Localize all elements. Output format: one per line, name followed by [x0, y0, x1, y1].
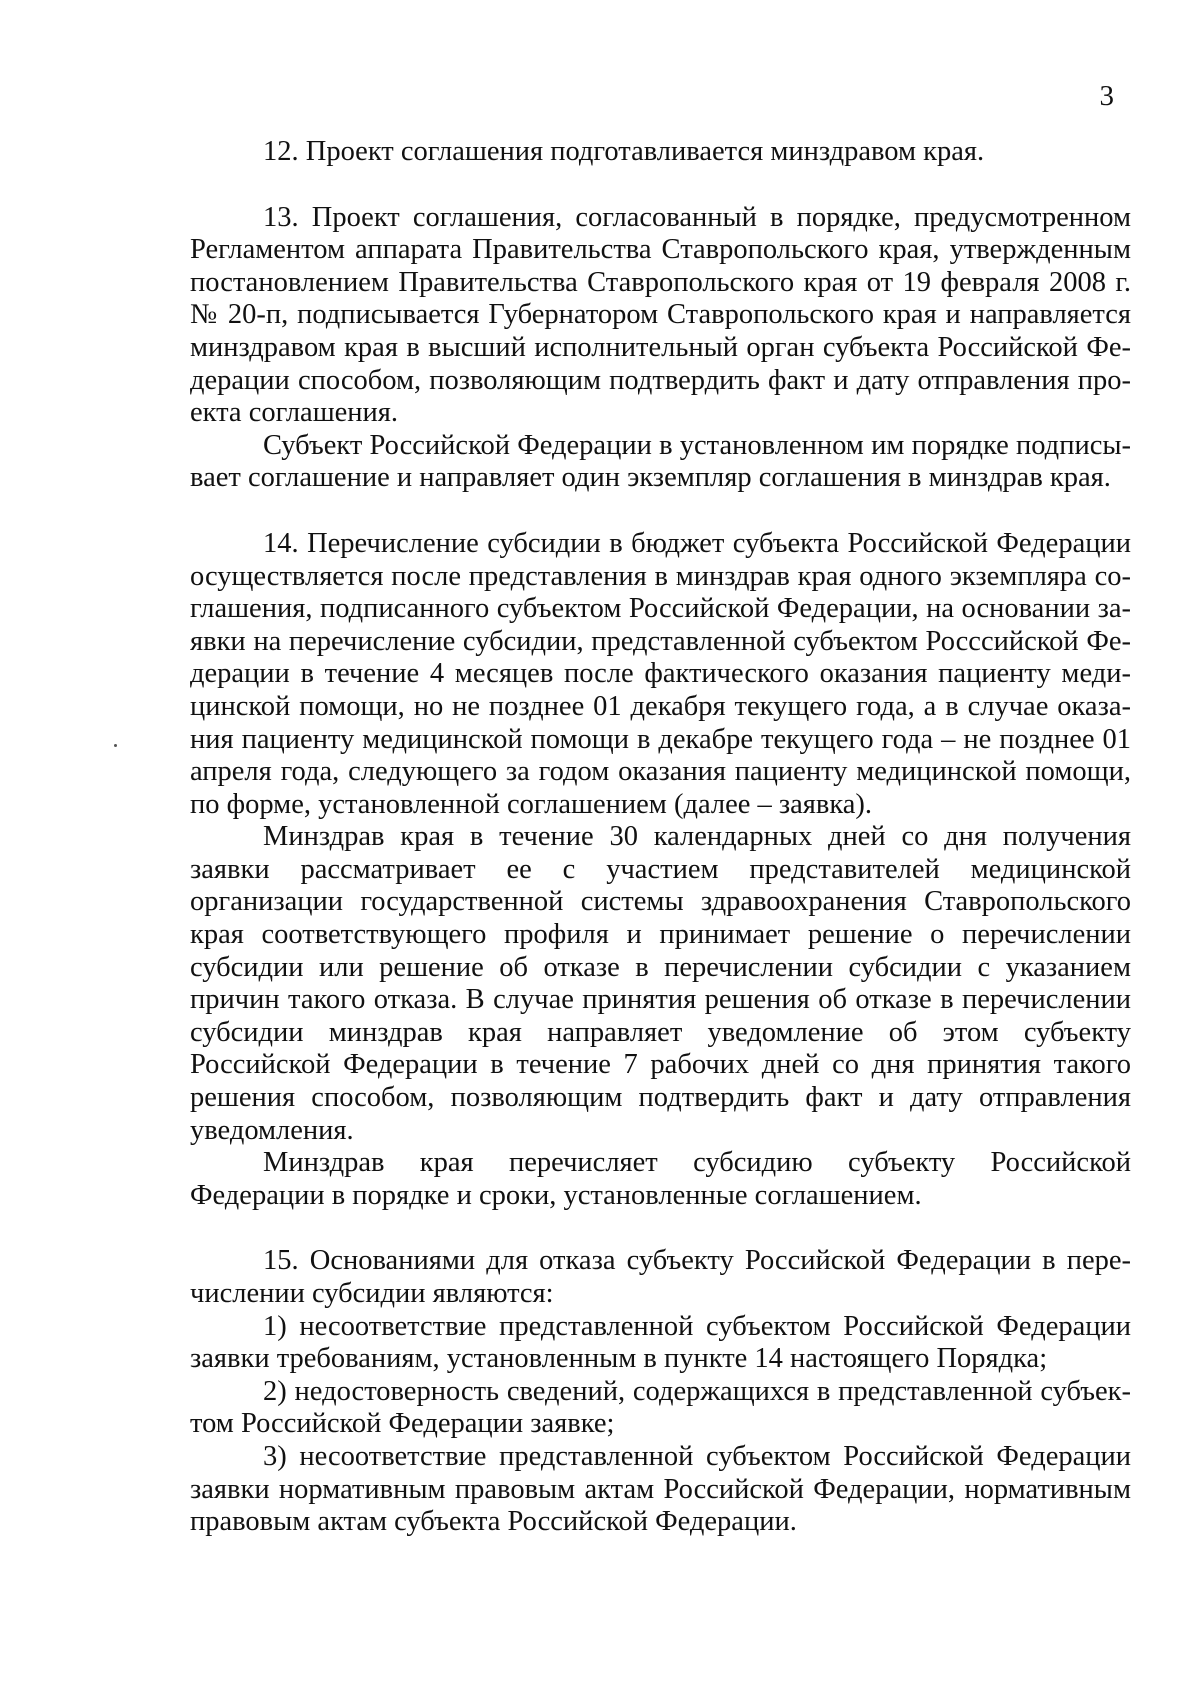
section-12	[190, 136, 1131, 169]
list-item: 3) несоответствие представленной субъектом Российской Федерации заявки нормативным правовым актам Российской Федерации, нормативным правовым актам субъекта Российской Федерации.	[190, 1440, 1131, 1538]
section-13	[190, 202, 1131, 495]
paragraph: Минздрав края перечисляет субсидию субъекту Российской Федерации в порядке и сроки, установленные соглашением.	[190, 1147, 1131, 1211]
paragraph: 13. Проект соглашения, согласованный в порядке, предусмотренном Регламентом аппарата Правительства Ставропольского края, утвержденным постановлением Правительства Ставропольского края от 19 февраля 2008 г. № 20-п, подписывается Губернатором Ставропольского края и направляется минздравом края в высший исполнительный орган субъекта Российской Федерации способом, позволяющим подтвердить факт и дату отправления проекта соглашения.	[190, 201, 1131, 429]
document-body	[190, 136, 1131, 1539]
paragraph: Субъект Российской Федерации в установленном им порядке подписывает соглашение и направляет один экземпляр соглашения в минздрав края.	[190, 429, 1131, 494]
section-15	[190, 1245, 1131, 1538]
list-item: 2) недостоверность сведений, содержащихся в представленной субъектом Российской Федерации заявке;	[190, 1375, 1131, 1440]
page-number: 3	[1099, 80, 1114, 112]
paragraph: Минздрав края в течение 30 календарных дней со дня получения заявки рассматривает ее с участием представителей медицинской организации государственной системы здравоохранения Ставропольского края соответствующего профиля и принимает решение о перечислении субсидии или решение об отказе в перечислении субсидии с указанием причин такого отказа. В случае принятия решения об отказе в перечислении субсидии минздрав края направляет уведомление об этом субъекту Российской Федерации в течение 7 рабочих дней со дня принятия такого решения способом, позволяющим подтвердить факт и дату отправления уведомления.	[190, 821, 1131, 1146]
paragraph: 12. Проект соглашения подготавливается минздравом края.	[263, 136, 985, 167]
paragraph: 14. Перечисление субсидии в бюджет субъекта Российской Федерации осуществляется после представления в минздрав края одного экземпляра соглашения, подписанного субъектом Российской Федерации, на основании заявки на перечисление субсидии, представленной субъектом Росссийской Федерации в течение 4 месяцев после фактического оказания пациенту медицинской помощи, но не позднее 01 декабря текущего года, а в случае оказания пациенту медицинской помощи в декабре текущего года – не позднее 01 апреля года, следующего за годом оказания пациенту медицинской помощи, по форме, установленной соглашением (далее – заявка).	[190, 527, 1131, 820]
paragraph: 15. Основаниями для отказа субъекту Российской Федерации в перечислении субсидии являются:	[190, 1245, 1131, 1309]
section-14	[190, 528, 1131, 1212]
list-item: 1) несоответствие представленной субъектом Российской Федерации заявки требованиям, установленным в пункте 14 настоящего Порядка;	[190, 1310, 1131, 1375]
scan-speck	[114, 744, 117, 747]
